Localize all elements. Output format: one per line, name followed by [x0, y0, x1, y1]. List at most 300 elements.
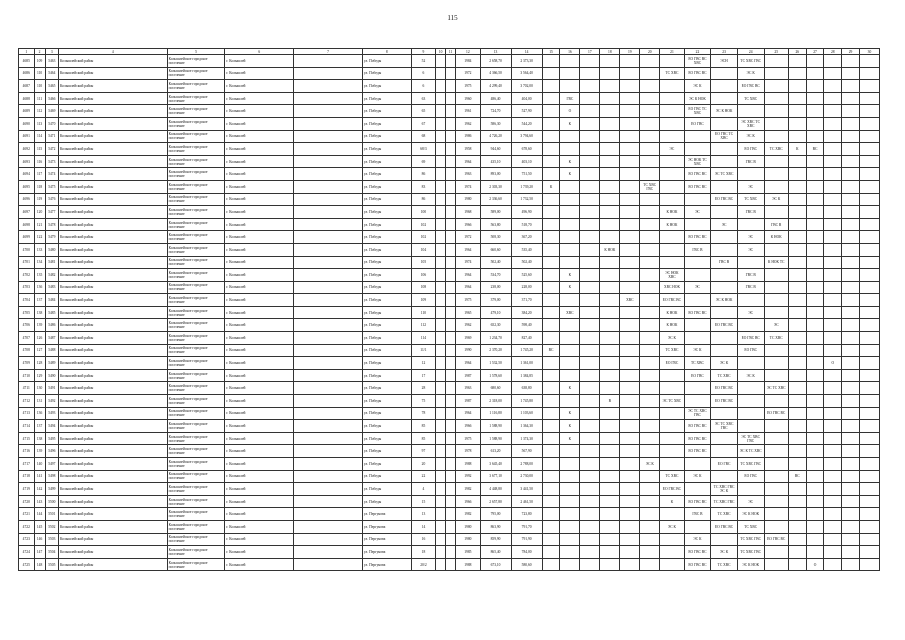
table-cell: [824, 319, 842, 332]
table-cell: [684, 269, 711, 282]
table-cell: Колышлейское городское поселение: [167, 382, 225, 395]
table-cell: [824, 432, 842, 445]
table-cell: [580, 55, 600, 68]
table-cell: [764, 420, 788, 433]
table-cell: Колышлейский район: [58, 420, 167, 433]
table-row: [19, 218, 880, 231]
table-cell: 4700: [19, 243, 35, 256]
table-cell: [660, 180, 684, 193]
table-cell: 85: [411, 432, 435, 445]
table-cell: [640, 168, 660, 181]
table-cell: г. Колышлей: [225, 269, 294, 282]
table-cell: 4708: [19, 344, 35, 357]
table-cell: Колышлейское городское поселение: [167, 332, 225, 345]
table-cell: [436, 546, 446, 559]
table-cell: [806, 395, 824, 408]
table-cell: ТС ХВС ГВС: [737, 546, 764, 559]
table-cell: 104: [411, 243, 435, 256]
table-cell: 5485: [45, 306, 58, 319]
table-cell: [842, 105, 860, 118]
table-cell: Колышлейский район: [58, 168, 167, 181]
table-cell: [859, 168, 879, 181]
table-cell: [764, 495, 788, 508]
table-cell: [859, 332, 879, 345]
table-cell: [684, 130, 711, 143]
table-cell: [806, 357, 824, 370]
table-cell: 4705: [19, 306, 35, 319]
table-cell: К: [560, 117, 580, 130]
table-cell: 4718: [19, 470, 35, 483]
table-cell: [600, 458, 620, 471]
table-cell: ТС ХВС ГВС: [737, 458, 764, 471]
table-cell: [620, 117, 640, 130]
table-cell: 97: [411, 445, 435, 458]
table-cell: [580, 407, 600, 420]
table-cell: ул. Победы: [362, 420, 411, 433]
table-cell: Колышлейское городское поселение: [167, 369, 225, 382]
table-cell: [542, 369, 560, 382]
table-cell: [600, 382, 620, 395]
table-cell: ГВС В: [684, 508, 711, 521]
table-row: [19, 546, 880, 559]
table-row: [19, 382, 880, 395]
table-cell: [842, 407, 860, 420]
table-cell: 1964: [456, 243, 480, 256]
table-cell: [806, 92, 824, 105]
table-cell: [684, 382, 711, 395]
table-cell: ЕО ГВС: [684, 369, 711, 382]
table-cell: [542, 168, 560, 181]
table-cell: [542, 395, 560, 408]
table-cell: г. Колышлей: [225, 168, 294, 181]
table-cell: [640, 546, 660, 559]
table-cell: [788, 332, 806, 345]
table-cell: 52: [411, 55, 435, 68]
table-cell: [294, 395, 363, 408]
table-cell: 4: [411, 483, 435, 496]
table-cell: Колышлейский район: [58, 67, 167, 80]
table-cell: [764, 243, 788, 256]
table-cell: [711, 281, 738, 294]
table-cell: [580, 256, 600, 269]
table-cell: [859, 218, 879, 231]
table-cell: 3 441,50: [511, 483, 542, 496]
table-row: [19, 193, 880, 206]
table-cell: г. Колышлей: [225, 231, 294, 244]
table-cell: [600, 344, 620, 357]
table-cell: [600, 67, 620, 80]
table-cell: 1 739,20: [511, 180, 542, 193]
table-cell: [788, 432, 806, 445]
table-cell: 673,10: [480, 558, 511, 571]
table-cell: [580, 130, 600, 143]
table-cell: 567,90: [511, 445, 542, 458]
table-cell: [824, 256, 842, 269]
table-cell: ЭС: [711, 218, 738, 231]
table-cell: [660, 193, 684, 206]
table-cell: [620, 218, 640, 231]
table-cell: 5493: [45, 407, 58, 420]
table-cell: [859, 231, 879, 244]
table-cell: [764, 130, 788, 143]
table-cell: 12: [411, 357, 435, 370]
table-cell: [859, 206, 879, 219]
table-cell: г. Колышлей: [225, 533, 294, 546]
table-cell: [842, 520, 860, 533]
table-cell: [294, 294, 363, 307]
table-cell: Колышлейское городское поселение: [167, 432, 225, 445]
table-cell: Колышлейское городское поселение: [167, 294, 225, 307]
table-cell: [640, 92, 660, 105]
table-cell: [824, 180, 842, 193]
table-cell: [824, 105, 842, 118]
table-cell: 131: [34, 395, 45, 408]
table-cell: ул. Победы: [362, 231, 411, 244]
table-cell: 5482: [45, 269, 58, 282]
table-cell: [600, 546, 620, 559]
table-cell: [824, 483, 842, 496]
table-cell: 109: [411, 294, 435, 307]
table-cell: [788, 155, 806, 168]
table-cell: г. Колышлей: [225, 294, 294, 307]
table-cell: [806, 193, 824, 206]
table-cell: [788, 420, 806, 433]
table-cell: 102: [411, 218, 435, 231]
table-cell: ЕО ГВС ТС ХВС: [684, 105, 711, 118]
column-header: 9: [411, 49, 435, 55]
table-cell: [294, 344, 363, 357]
table-cell: [580, 306, 600, 319]
table-cell: [684, 520, 711, 533]
table-cell: [580, 432, 600, 445]
table-cell: [859, 319, 879, 332]
table-cell: [842, 483, 860, 496]
table-cell: [711, 470, 738, 483]
table-cell: 2 658,70: [480, 55, 511, 68]
table-cell: ТС ХВС ГВС: [737, 55, 764, 68]
table-cell: [788, 508, 806, 521]
table-cell: [737, 483, 764, 496]
table-cell: 143: [34, 495, 45, 508]
table-cell: [660, 55, 684, 68]
table-cell: Колышлейское городское поселение: [167, 458, 225, 471]
table-cell: Колышлейское городское поселение: [167, 319, 225, 332]
table-cell: [640, 395, 660, 408]
table-cell: [620, 407, 640, 420]
table-cell: 4697: [19, 206, 35, 219]
table-row: [19, 369, 880, 382]
table-cell: [436, 117, 446, 130]
table-row: [19, 243, 880, 256]
table-cell: [620, 533, 640, 546]
table-cell: [436, 382, 446, 395]
table-cell: [446, 269, 456, 282]
column-header: 12: [456, 49, 480, 55]
table-cell: [824, 193, 842, 206]
table-cell: [859, 432, 879, 445]
table-cell: [842, 256, 860, 269]
table-cell: 20/2: [411, 558, 435, 571]
table-cell: ТС ХВС: [660, 344, 684, 357]
table-cell: [542, 294, 560, 307]
table-cell: 613,20: [480, 445, 511, 458]
table-cell: 1975: [456, 294, 480, 307]
table-cell: [436, 332, 446, 345]
table-cell: [640, 256, 660, 269]
table-cell: ЕО ГВС ВС: [764, 407, 788, 420]
table-cell: [560, 357, 580, 370]
table-cell: ЕО ГВС ВС: [684, 168, 711, 181]
table-cell: [620, 395, 640, 408]
table-cell: [542, 80, 560, 93]
table-cell: Колышлейский район: [58, 470, 167, 483]
table-cell: [436, 369, 446, 382]
table-cell: г. Колышлей: [225, 445, 294, 458]
table-cell: [560, 495, 580, 508]
table-cell: [620, 344, 640, 357]
table-cell: Колышлейский район: [58, 55, 167, 68]
table-cell: [446, 193, 456, 206]
table-cell: г. Колышлей: [225, 143, 294, 156]
table-cell: ул. Победы: [362, 143, 411, 156]
table-cell: [764, 55, 788, 68]
table-cell: [824, 533, 842, 546]
table-cell: [436, 357, 446, 370]
table-cell: 1966: [456, 218, 480, 231]
table-cell: 5483: [45, 281, 58, 294]
column-header: 21: [660, 49, 684, 55]
table-cell: [859, 495, 879, 508]
table-cell: [824, 395, 842, 408]
table-cell: [542, 143, 560, 156]
table-cell: Колышлейское городское поселение: [167, 344, 225, 357]
table-cell: 1 384,85: [511, 369, 542, 382]
table-cell: ТС ХВС: [660, 470, 684, 483]
table-cell: [560, 231, 580, 244]
table-cell: [711, 269, 738, 282]
table-cell: [711, 231, 738, 244]
table-cell: [640, 294, 660, 307]
table-cell: [806, 130, 824, 143]
table-cell: [580, 332, 600, 345]
table-cell: [764, 357, 788, 370]
table-cell: 63: [411, 92, 435, 105]
table-cell: 4710: [19, 369, 35, 382]
table-cell: [436, 470, 446, 483]
table-cell: [600, 193, 620, 206]
table-cell: г. Колышлей: [225, 281, 294, 294]
table-cell: [788, 344, 806, 357]
table-cell: [294, 495, 363, 508]
table-cell: 2 373,30: [511, 55, 542, 68]
table-cell: ЕО ГВС ВС: [711, 193, 738, 206]
table-cell: [640, 105, 660, 118]
table-cell: [859, 130, 879, 143]
table-cell: [764, 80, 788, 93]
table-row: [19, 332, 880, 345]
table-cell: К: [560, 407, 580, 420]
table-cell: 371,70: [511, 294, 542, 307]
table-cell: [684, 458, 711, 471]
table-row: [19, 306, 880, 319]
table-cell: [640, 483, 660, 496]
table-cell: 4691: [19, 130, 35, 143]
table-cell: Колышлейское городское поселение: [167, 269, 225, 282]
table-cell: К: [560, 382, 580, 395]
table-cell: [711, 445, 738, 458]
table-cell: [824, 344, 842, 357]
table-cell: 4706: [19, 319, 35, 332]
table-cell: ТС ХВС: [711, 558, 738, 571]
table-cell: Колышлейское городское поселение: [167, 395, 225, 408]
table-cell: Колышлейский район: [58, 458, 167, 471]
table-cell: 1 116,80: [480, 407, 511, 420]
table-cell: 1 588,90: [480, 432, 511, 445]
table-cell: [806, 508, 824, 521]
table-cell: [580, 470, 600, 483]
table-cell: [436, 407, 446, 420]
table-cell: 5486: [45, 319, 58, 332]
table-cell: К: [560, 281, 580, 294]
table-cell: 5475: [45, 180, 58, 193]
table-cell: [580, 520, 600, 533]
table-cell: [660, 546, 684, 559]
table-cell: [842, 495, 860, 508]
table-cell: 4725: [19, 558, 35, 571]
table-cell: г. Колышлей: [225, 382, 294, 395]
table-cell: К НОК: [660, 206, 684, 219]
table-cell: [600, 55, 620, 68]
table-cell: [294, 206, 363, 219]
table-cell: [859, 546, 879, 559]
table-cell: [560, 193, 580, 206]
table-cell: [824, 508, 842, 521]
table-cell: [542, 55, 560, 68]
table-cell: ул. Победы: [362, 332, 411, 345]
table-cell: 1 745,80: [511, 395, 542, 408]
table-cell: [446, 243, 456, 256]
table-cell: [842, 369, 860, 382]
table-cell: Колышлейское городское поселение: [167, 420, 225, 433]
table-cell: [842, 168, 860, 181]
table-cell: [446, 319, 456, 332]
table-cell: ТС ХВС: [764, 332, 788, 345]
table-cell: [806, 180, 824, 193]
table-cell: 127: [34, 344, 45, 357]
table-cell: ЭС ХВС ТС ХВС: [737, 117, 764, 130]
table-cell: [842, 420, 860, 433]
table-cell: [640, 382, 660, 395]
table-cell: [542, 332, 560, 345]
table-cell: ТС ХВС: [764, 143, 788, 156]
table-cell: К НОК: [600, 243, 620, 256]
table-cell: [764, 281, 788, 294]
table-cell: [824, 382, 842, 395]
table-cell: [294, 432, 363, 445]
column-header: 18: [600, 49, 620, 55]
table-cell: [764, 432, 788, 445]
table-cell: [294, 458, 363, 471]
table-cell: [294, 67, 363, 80]
table-cell: ЕО ГВС ВС: [737, 80, 764, 93]
table-cell: 1987: [456, 395, 480, 408]
table-cell: [580, 483, 600, 496]
table-cell: [806, 495, 824, 508]
table-cell: 589,00: [480, 206, 511, 219]
table-cell: 1982: [456, 483, 480, 496]
table-cell: [824, 495, 842, 508]
table-cell: [764, 483, 788, 496]
table-cell: [824, 558, 842, 571]
column-header: 4: [58, 49, 167, 55]
table-cell: [620, 55, 640, 68]
table-cell: 525,60: [511, 269, 542, 282]
table-cell: [788, 546, 806, 559]
table-cell: [640, 319, 660, 332]
table-cell: [560, 470, 580, 483]
table-cell: 1963: [456, 382, 480, 395]
table-cell: ул. Победы: [362, 80, 411, 93]
table-cell: 1963: [456, 168, 480, 181]
table-cell: ТС ХВС ГВС: [711, 495, 738, 508]
table-cell: [294, 231, 363, 244]
table-cell: ТС ХВС: [711, 508, 738, 521]
table-cell: [824, 332, 842, 345]
table-cell: 1987: [456, 369, 480, 382]
table-cell: Колышлейский район: [58, 558, 167, 571]
table-cell: К: [560, 168, 580, 181]
table-cell: [542, 382, 560, 395]
table-cell: г. Колышлей: [225, 206, 294, 219]
table-cell: ул. Пергунова: [362, 558, 411, 571]
table-cell: [640, 143, 660, 156]
table-cell: [859, 193, 879, 206]
table-cell: ул. Победы: [362, 168, 411, 181]
table-cell: 486,40: [480, 92, 511, 105]
table-cell: г. Колышлей: [225, 458, 294, 471]
table-cell: [580, 231, 600, 244]
table-cell: [842, 432, 860, 445]
table-cell: ул. Победы: [362, 180, 411, 193]
table-row: [19, 231, 880, 244]
table-cell: [824, 306, 842, 319]
table-cell: [806, 105, 824, 118]
table-cell: [560, 218, 580, 231]
table-cell: 4717: [19, 458, 35, 471]
table-cell: [446, 55, 456, 68]
table-cell: [788, 395, 806, 408]
table-cell: [764, 470, 788, 483]
table-cell: 1964: [456, 155, 480, 168]
table-cell: [600, 231, 620, 244]
table-cell: ЭС К ТС ХВС: [737, 445, 764, 458]
table-cell: 4723: [19, 533, 35, 546]
table-cell: ул. Победы: [362, 130, 411, 143]
table-cell: [294, 155, 363, 168]
table-cell: [620, 231, 640, 244]
table-cell: [446, 332, 456, 345]
table-cell: 136: [34, 407, 45, 420]
table-cell: [436, 533, 446, 546]
table-cell: 110: [34, 67, 45, 80]
table-row: [19, 294, 880, 307]
table-cell: 4690: [19, 117, 35, 130]
table-cell: 65: [411, 105, 435, 118]
table-cell: г. Колышлей: [225, 344, 294, 357]
table-cell: 4686: [19, 67, 35, 80]
table-cell: [600, 256, 620, 269]
table-cell: 1 732,50: [511, 193, 542, 206]
